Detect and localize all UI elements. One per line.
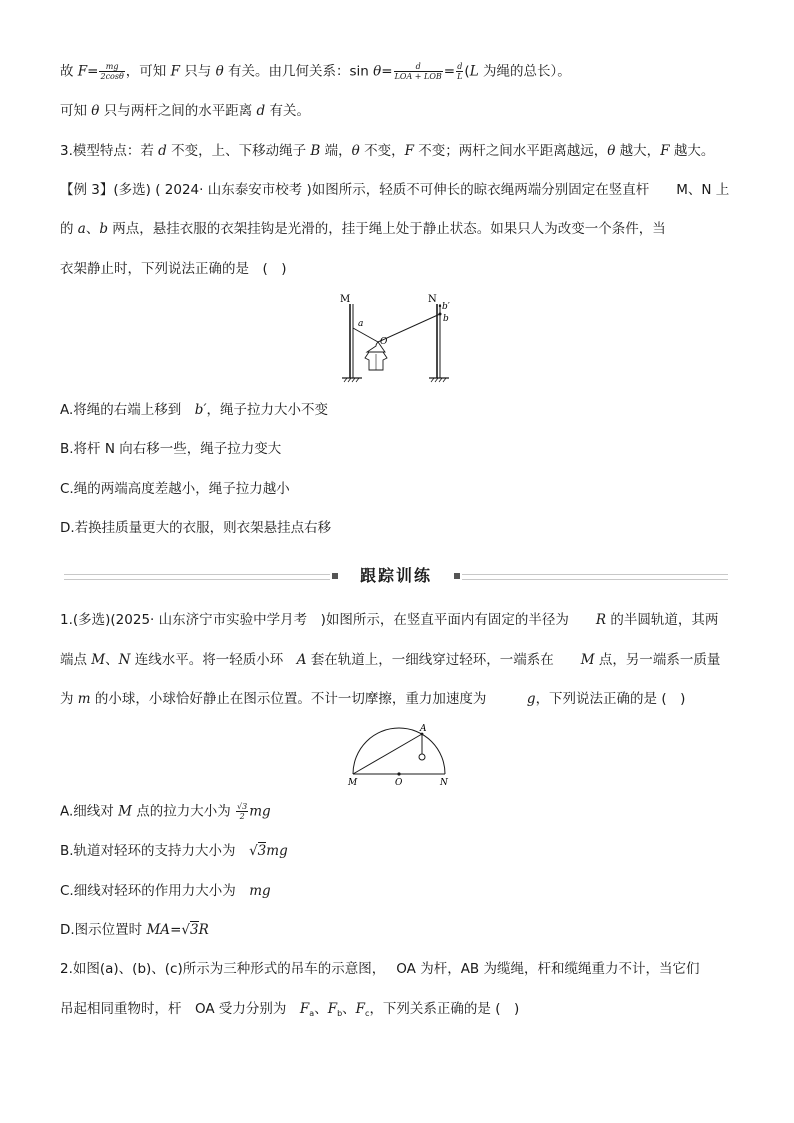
question-1-stem-line-1: 1.(多选)(2025· 山东济宁市实验中学月考 )如图所示，在竖直平面内有固定的半径为 R 的半圆轨道，其两: [60, 612, 719, 628]
label-b-prime: b′: [442, 302, 450, 312]
example-3-stem-line-2: 的 a、b 两点，悬挂衣服的衣架挂钩是光滑的，挂于绳上处于静止状态。如果只人为改变一个条件，当: [60, 221, 666, 237]
example-3-stem-line-1: 【例 3】(多选) ( 2024· 山东泰安市校考 )如图所示，轻质不可伸长的晾衣绳两端分别固定在竖直杆 M、N 上: [60, 182, 730, 198]
label-m: M: [348, 778, 358, 788]
fraction-d-over-lsum: $\frac{d}{\text{LOA + LOB}}$: [394, 62, 442, 81]
center-o: [397, 772, 400, 775]
thread-ma: [353, 734, 422, 774]
point-b: [439, 313, 442, 316]
question-2-stem-line-1: 2.如图(a)、(b)、(c)所示为三种形式的吊车的示意图， OA 为杆，AB 为缆绳，杆和缆绳重力不计，当它们: [60, 961, 700, 977]
example-3-option-c: C.绳的两端高度差越小，绳子拉力越小: [60, 481, 290, 497]
semicircle-track: [353, 728, 445, 774]
semicircle-track-figure: [340, 722, 460, 790]
example-3-option-d: D.若换挂质量更大的衣服，则衣架悬挂点右移: [60, 520, 332, 536]
label-o: O: [395, 778, 403, 788]
clothesline-figure: [334, 290, 464, 385]
question-1-option-c: C.细线对轻环的作用力大小为 mg: [60, 883, 271, 899]
fraction-mg-over-2cos: $\frac{mg}{2\cos\theta}$: [100, 62, 124, 81]
sqrt-3: √3: [249, 843, 267, 859]
label-m: M: [340, 294, 351, 305]
question-1-stem-line-3: 为 m 的小球，小球恰好静止在图示位置。不计一切摩擦，重力加速度为 g，下列说法正确的是 ( ): [60, 691, 686, 707]
example-3-option-b: B.将杆 N 向右移一些，绳子拉力变大: [60, 441, 282, 457]
section-title: 跟踪训练: [359, 566, 432, 585]
label-a: a: [358, 319, 364, 329]
question-1-option-a: A.细线对 M 点的拉力大小为 $\frac{√3}{2}$ mg: [60, 802, 271, 821]
question-1-option-d: D.图示位置时 MA=√3R: [60, 922, 209, 938]
example-3-stem-line-3: 衣架静止时，下列说法正确的是 ( ): [60, 261, 287, 277]
model-feature-line: 3.模型特点：若 d 不变，上、下移动绳子 B 端，θ 不变，F 不变；两杆之间水平距离越远，θ 越大，F 越大。: [60, 143, 715, 159]
section-header-tracking-training: [60, 564, 732, 588]
point-b-prime: [439, 305, 441, 307]
label-n: N: [440, 778, 448, 788]
question-1-option-b: B.轨道对轻环的支持力大小为 √3mg: [60, 843, 288, 859]
question-1-stem-line-2: 端点 M、N 连线水平。将一轻质小环 A 套在轨道上，一细线穿过轻环，一端系在 M 点，另一端系一质量: [60, 652, 721, 668]
label-o: O: [380, 337, 388, 347]
sqrt-3-d: √3: [181, 922, 199, 938]
fraction-d-over-l: $\frac{d}{L}$: [457, 62, 463, 81]
fraction-sqrt3-over-2: $\frac{√3}{2}$: [237, 802, 248, 821]
derivation-line-2: 可知 θ 只与两杆之间的水平距离 d 有关。: [60, 103, 310, 119]
question-2-stem-line-2: 吊起相同重物时，杆 OA 受力分别为 $F_a$、$F_b$、$F_c$，下列关系正确的是 ( ): [60, 1001, 520, 1018]
ball: [419, 754, 425, 760]
label-b: b: [443, 314, 449, 324]
derivation-line-1: 故 F= $\frac{mg}{2\cos\theta}$ ，可知 F 只与 θ 有关。由几何关系：sin θ= $\frac{d}{\text{LOA + LOB}}$ = $\frac{d}{L}$ (L 为绳的总长）。: [60, 62, 571, 81]
label-n: N: [428, 294, 437, 305]
example-3-option-a: A.将绳的右端上移到 b′，绳子拉力大小不变: [60, 402, 329, 418]
rope: [353, 314, 440, 342]
label-a: A: [420, 724, 427, 734]
